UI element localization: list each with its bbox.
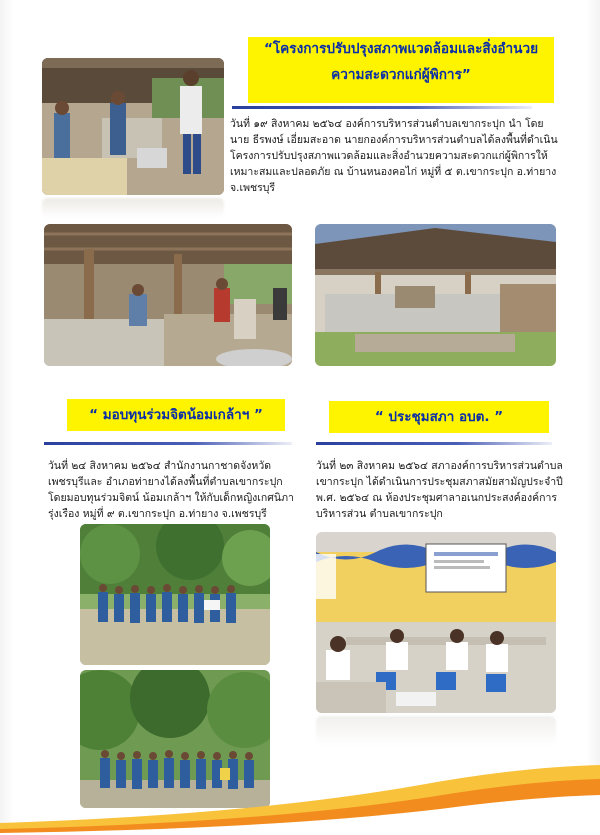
section2-title: “ มอบทุนร่วมจิตน้อมเกล้าฯ ”: [67, 399, 285, 431]
section1-title-line1: “โครงการปรับปรุงสภาพแวดล้อมและสิ่งอำนวย: [263, 41, 539, 57]
section2-divider: [44, 442, 292, 445]
photo-construction-interior: [44, 224, 292, 366]
section3-body: วันที่ ๒๓ สิงหาคม ๒๕๖๔ สภาองค์การบริหารส่วนตำบล เขากระปุก ได้ดำเนินการประชุมสภาสมัยสามัญประจำปี พ.ศ. ๒๕๖๔ ณ ห้องประชุมศาลาอเนกประสงค์องค์การบริหารส่วน ตำบลเขากระปุก: [316, 460, 563, 520]
section1-title: [248, 37, 554, 103]
section1-body: วันที่ ๑๙ สิงหาคม ๒๕๖๔ องค์การบริหารส่วนตำบลเขากระปุก นำ โดยนาย ธีรพงษ์ เอี่ยมสะอาด นายกองค์การบริหารส่วนตำบลได้ลงพื้นที่ดำเนิน โครงการปรับปรุงสภาพแวดล้อมและสิ่งอำนวยความสะดวกแก่ผู้พิการให้ เหมาะสมและปลอดภัย ณ บ้านหนองคอไก่ หมู่ที่ ๕ ต.เขากระปุก อ.ท่ายาง จ.เพชรบุรี: [230, 118, 558, 194]
photo-reflection: [316, 716, 556, 746]
section1-divider: [232, 106, 532, 109]
section3-title: “ ประชุมสภา อบต. ”: [329, 401, 549, 433]
section1-title-line2: ความสะดวกแก่ผู้พิการ”: [331, 67, 471, 84]
section2-body: วันที่ ๒๔ สิงหาคม ๒๕๖๔ สำนักงานกาชาดจังหวัดเพชรบุรีและ อำเภอท่ายางได้ลงพื้นที่ตำบลเขากระปุก โดยมอบทุนร่วมจิตน์ น้อมเกล้าฯ ให้กับเด็กหญิงเกศนิภา รุ่งเรือง หมู่ที่ ๙ ต.เขากระปุก อ.ท่ายาง จ.เพชรบุรี: [48, 460, 294, 520]
photo-construction-site-visit: [42, 58, 224, 195]
photo-reflection: [42, 198, 224, 218]
photo-council-meeting: [316, 532, 556, 713]
section3-divider: [316, 442, 552, 445]
footer-swoosh-decoration: [0, 745, 600, 835]
photo-completed-walls: [315, 224, 556, 366]
photo-donation-group-1: [80, 524, 270, 665]
